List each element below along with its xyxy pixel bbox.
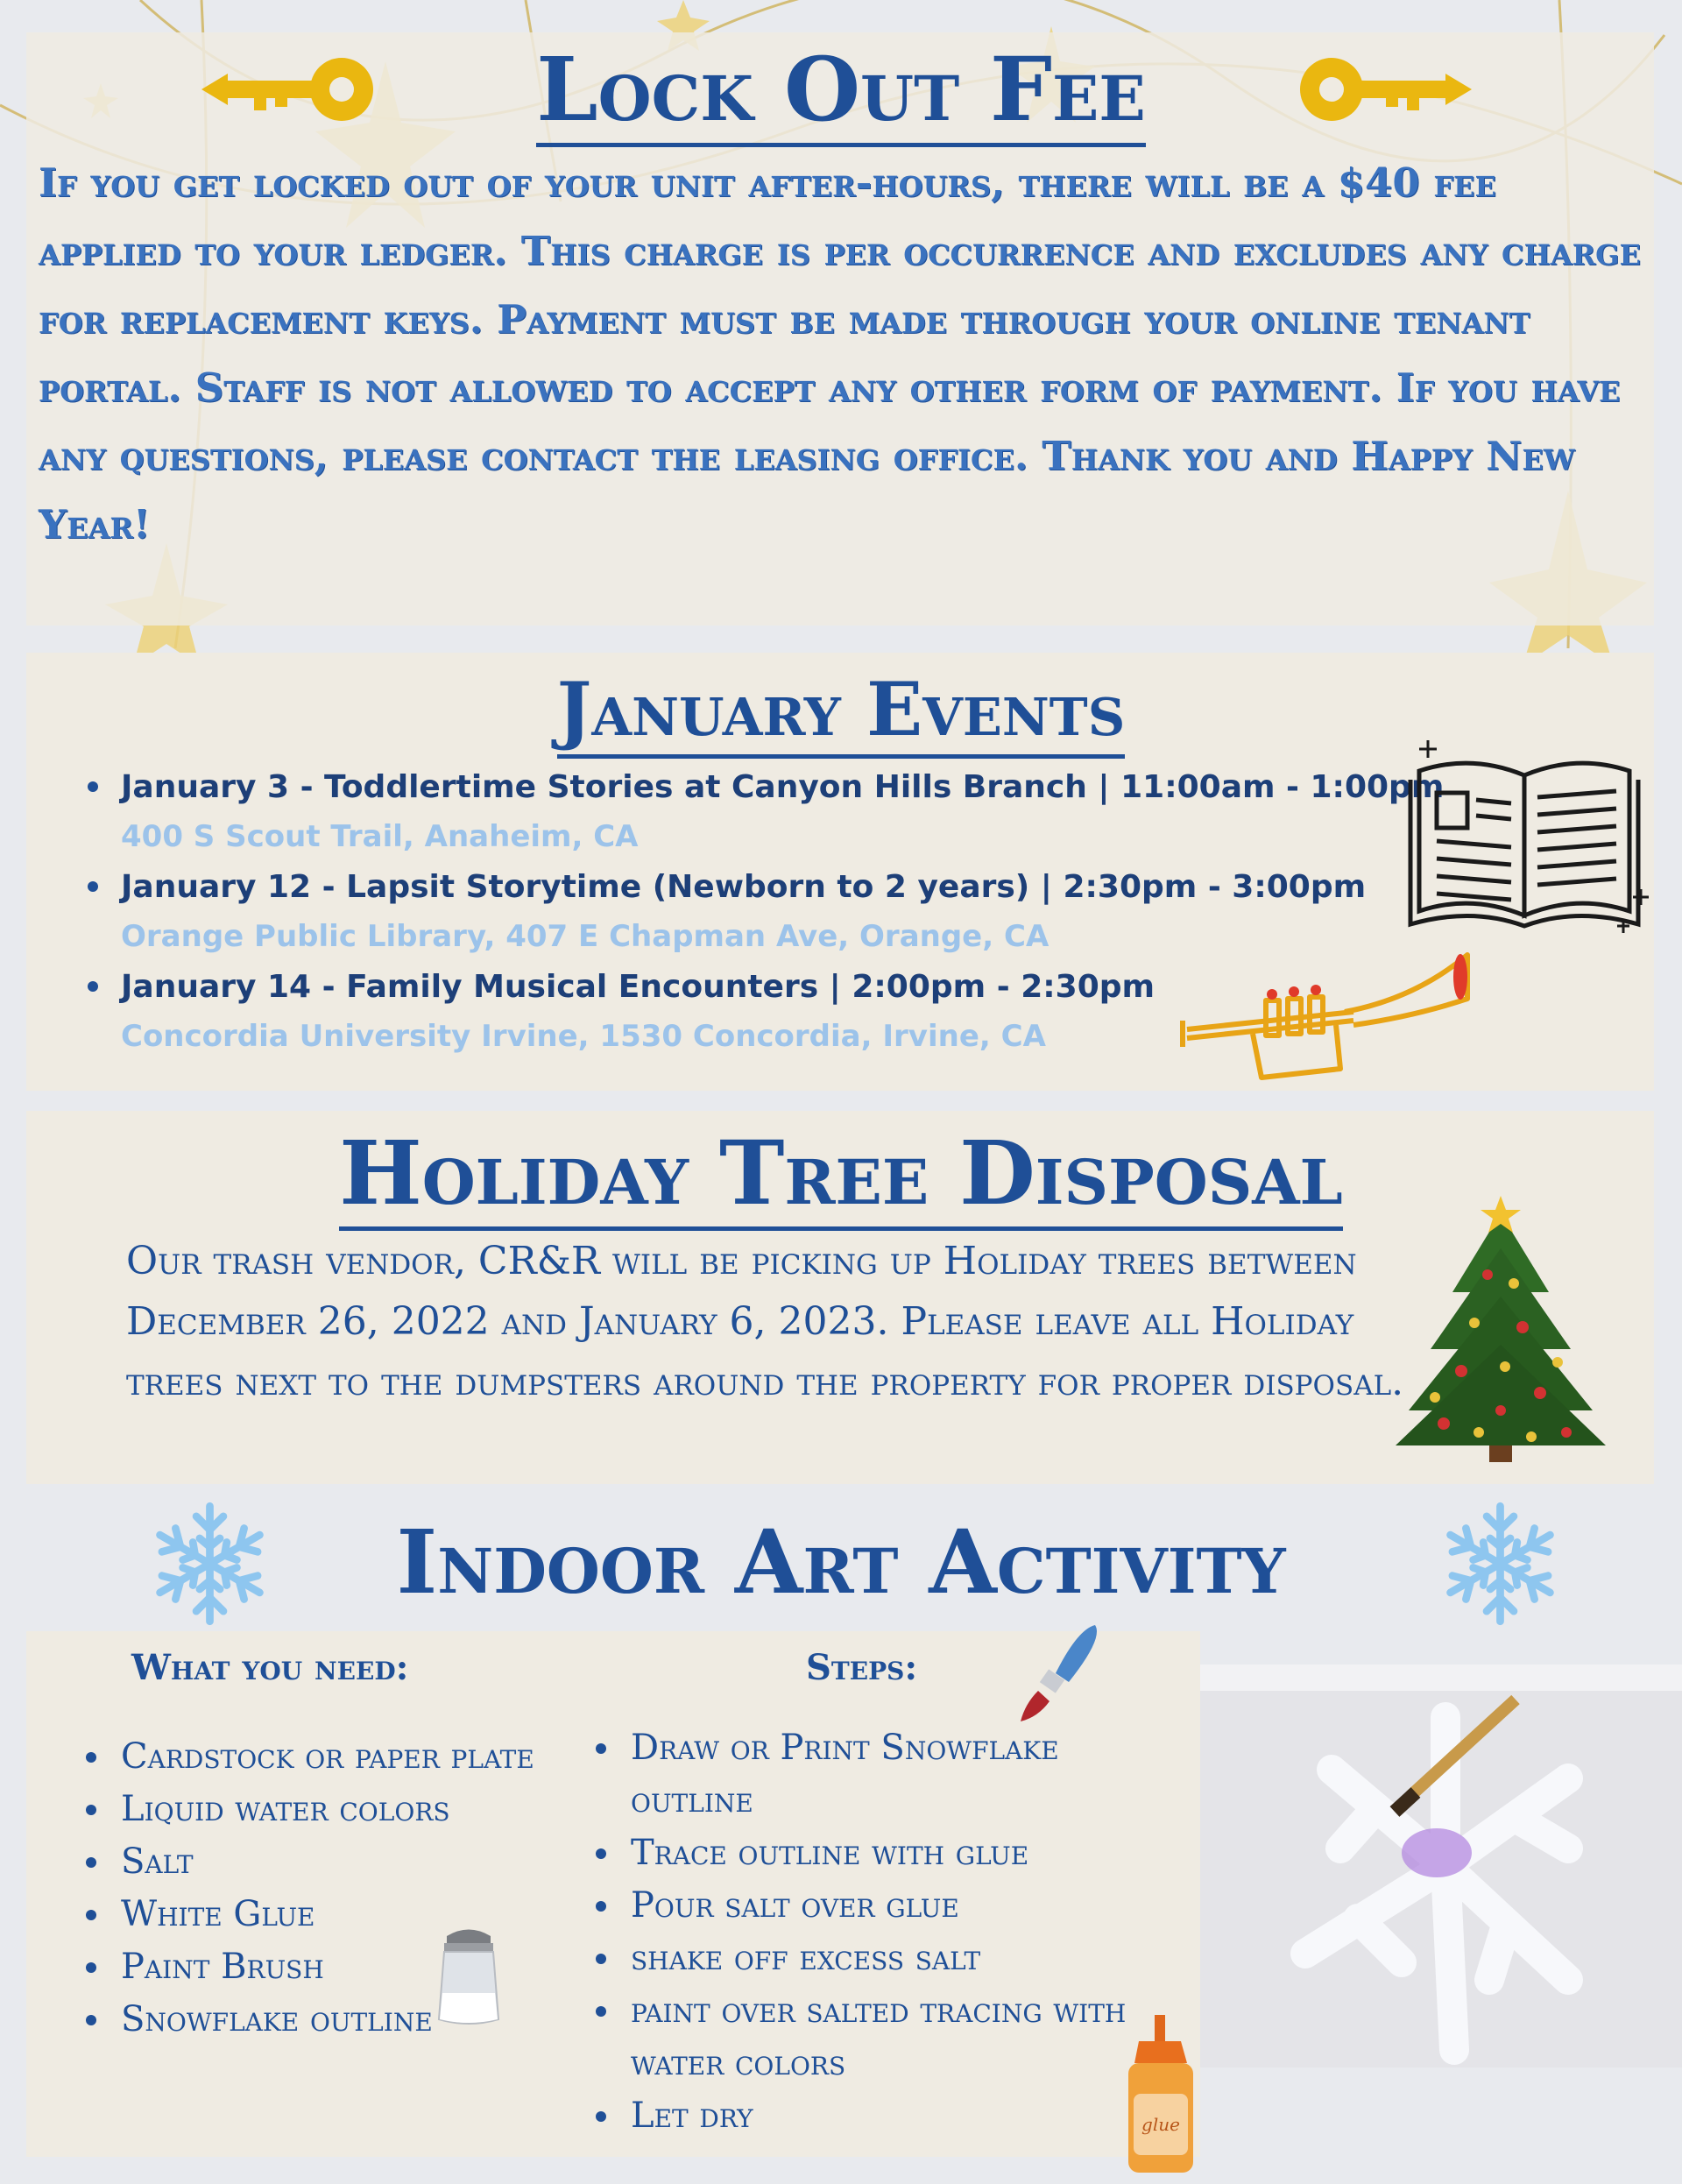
glue-label: glue bbox=[1141, 2114, 1180, 2135]
steps-list bbox=[596, 1721, 1174, 2142]
event-item bbox=[88, 762, 1444, 862]
tree-body: Our trash vendor, CR&R will be picking up Holiday trees between December 26, 2022 and January 6, 2023. Please leave all Holiday trees next to the dumpsters around the property for proper disposal. bbox=[126, 1239, 1404, 1404]
need-item: Liquid water colors bbox=[86, 1783, 568, 1835]
lockout-title-text: Lock Out Fee bbox=[536, 38, 1145, 147]
key-icon bbox=[1297, 54, 1472, 124]
need-item: White Glue bbox=[86, 1888, 568, 1940]
christmas-tree-icon bbox=[1391, 1196, 1610, 1467]
snowflake-icon bbox=[146, 1498, 273, 1629]
event-title: January 12 - Lapsit Storytime (Newborn to 2 years) | 2:30pm - 3:00pm bbox=[121, 869, 1367, 905]
salt-shaker-icon bbox=[434, 1914, 504, 2028]
step-item: Trace outline with glue bbox=[596, 1827, 1174, 1879]
snowflake-icon bbox=[1437, 1498, 1564, 1629]
book-icon bbox=[1406, 732, 1651, 942]
step-item: shake off excess salt bbox=[596, 1932, 1174, 1984]
step-item: Let dry bbox=[596, 2089, 1174, 2142]
need-heading: What you need: bbox=[131, 1647, 409, 1688]
event-title: January 3 - Toddlertime Stories at Canyon Hills Branch | 11:00am - 1:00pm bbox=[121, 769, 1445, 805]
event-title: January 14 - Family Musical Encounters | 2:00pm - 2:30pm bbox=[121, 969, 1155, 1005]
event-address: Concordia University Irvine, 1530 Concordia, Irvine, CA bbox=[121, 1019, 1046, 1054]
need-item: Cardstock or paper plate bbox=[86, 1730, 568, 1783]
step-item: Draw or Print Snowflake outline bbox=[596, 1721, 1174, 1827]
need-item: Snowflake outline bbox=[86, 1993, 568, 2046]
tree-title-text: Holiday Tree Disposal bbox=[339, 1121, 1343, 1231]
events-title-text: January Events bbox=[557, 666, 1126, 759]
art-title-text: Indoor Art Activity bbox=[396, 1510, 1286, 1614]
glue-bottle-icon bbox=[1113, 2015, 1209, 2181]
salt-snowflake-photo bbox=[1200, 1665, 1682, 2067]
paint-brush-icon bbox=[1007, 1621, 1104, 1726]
step-item: Pour salt over glue bbox=[596, 1879, 1174, 1932]
trumpet-icon bbox=[1178, 946, 1476, 1086]
lockout-body: If you get locked out of your unit after-hours, there will be a $40 fee applied to your ledger. This charge is per occurrence and excludes any charge for replacement keys. Payment must be made through your online tenant portal. Staff is not allowed to accept any other form of payment. If you have any questions, please contact the leasing office. Thank you and Happy New Year! bbox=[39, 159, 1641, 548]
event-address: 400 S Scout Trail, Anaheim, CA bbox=[121, 819, 639, 854]
key-icon bbox=[201, 54, 377, 124]
event-address: Orange Public Library, 407 E Chapman Ave, Orange, CA bbox=[121, 919, 1049, 954]
need-item: Paint Brush bbox=[86, 1940, 568, 1993]
need-item: Salt bbox=[86, 1835, 568, 1888]
step-item: paint over salted tracing with water colors bbox=[596, 1984, 1174, 2089]
steps-heading: Steps: bbox=[806, 1647, 918, 1688]
